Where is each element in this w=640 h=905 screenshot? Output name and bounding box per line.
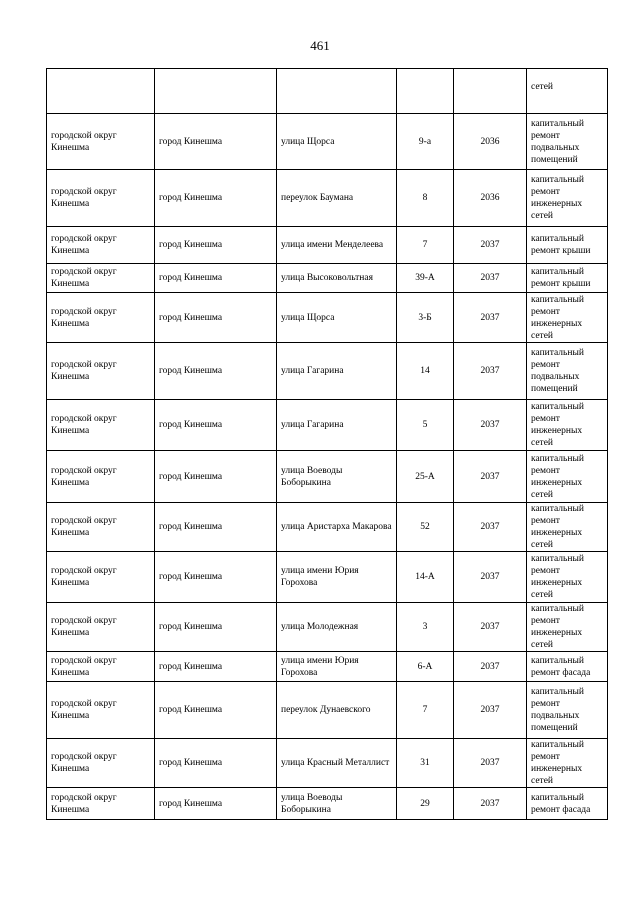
locality-cell: город Кинешма [155, 400, 277, 451]
year-cell: 2037 [454, 264, 527, 293]
table-row [47, 170, 608, 227]
locality-cell: город Кинешма [155, 451, 277, 503]
work-type-cell [527, 69, 608, 114]
year-cell: 2037 [454, 227, 527, 264]
municipality-cell [47, 69, 155, 114]
house-cell: 52 [397, 503, 454, 552]
locality-cell: город Кинешма [155, 170, 277, 227]
repair-schedule-table [46, 68, 608, 820]
table-row [47, 739, 608, 788]
municipality-cell: городской округ Кинешма [47, 343, 155, 400]
work-type-cell: капитальный ремонт крыши [527, 264, 608, 293]
work-type-cell: капитальный ремонт подвальных помещений [527, 682, 608, 739]
street-cell: улица Щорса [277, 114, 397, 170]
table-row [47, 114, 608, 170]
locality-cell: город Кинешма [155, 603, 277, 652]
page-number: 461 [310, 38, 330, 53]
table-row [47, 788, 608, 820]
locality-cell: город Кинешма [155, 343, 277, 400]
table-row [47, 552, 608, 603]
work-type-cell: капитальный ремонт подвальных помещений [527, 114, 608, 170]
work-type-cell: капитальный ремонт инженерных сетей [527, 552, 608, 603]
locality-cell: город Кинешма [155, 293, 277, 343]
table-row [47, 682, 608, 739]
locality-cell: город Кинешма [155, 788, 277, 820]
house-cell: 3-Б [397, 293, 454, 343]
municipality-cell: городской округ Кинешма [47, 451, 155, 503]
table-row [47, 603, 608, 652]
municipality-cell: городской округ Кинешма [47, 682, 155, 739]
street-cell: улица имени Юрия Горохова [277, 552, 397, 603]
year-cell: 2037 [454, 552, 527, 603]
year-cell: 2037 [454, 293, 527, 343]
locality-cell [155, 69, 277, 114]
municipality-cell: городской округ Кинешма [47, 227, 155, 264]
work-type-cell: капитальный ремонт инженерных сетей [527, 451, 608, 503]
locality-cell: город Кинешма [155, 264, 277, 293]
table-row [47, 264, 608, 293]
locality-cell: город Кинешма [155, 739, 277, 788]
house-cell: 7 [397, 227, 454, 264]
street-cell: переулок Баумана [277, 170, 397, 227]
street-cell: улица Молодежная [277, 603, 397, 652]
year-cell: 2037 [454, 739, 527, 788]
house-cell: 9-а [397, 114, 454, 170]
work-type-cell: капитальный ремонт инженерных сетей [527, 739, 608, 788]
street-cell: улица Красный Металлист [277, 739, 397, 788]
house-cell: 39-А [397, 264, 454, 293]
table-row [47, 293, 608, 343]
table-row [47, 400, 608, 451]
municipality-cell: городской округ Кинешма [47, 739, 155, 788]
year-cell: 2037 [454, 343, 527, 400]
work-type-cell: капитальный ремонт инженерных сетей [527, 603, 608, 652]
street-cell [277, 69, 397, 114]
year-cell: 2037 [454, 451, 527, 503]
municipality-cell: городской округ Кинешма [47, 264, 155, 293]
table-row [47, 227, 608, 264]
table-row [47, 652, 608, 682]
municipality-cell: городской округ Кинешма [47, 652, 155, 682]
year-cell: 2037 [454, 503, 527, 552]
house-cell: 31 [397, 739, 454, 788]
year-cell: 2037 [454, 603, 527, 652]
work-type-cell: капитальный ремонт инженерных сетей [527, 400, 608, 451]
municipality-cell: городской округ Кинешма [47, 503, 155, 552]
house-cell: 7 [397, 682, 454, 739]
work-type-cell: капитальный ремонт инженерных сетей [527, 293, 608, 343]
continued-row [47, 69, 608, 114]
street-cell: улица Аристарха Макарова [277, 503, 397, 552]
street-cell: переулок Дунаевского [277, 682, 397, 739]
work-type-cell: капитальный ремонт крыши [527, 227, 608, 264]
year-cell: 2037 [454, 652, 527, 682]
house-cell: 29 [397, 788, 454, 820]
street-cell: улица Воеводы Боборыкина [277, 788, 397, 820]
year-cell [454, 69, 527, 114]
year-cell: 2037 [454, 788, 527, 820]
house-cell: 6-А [397, 652, 454, 682]
street-cell: улица Гагарина [277, 343, 397, 400]
street-cell: улица Высоковольтная [277, 264, 397, 293]
year-cell: 2036 [454, 170, 527, 227]
work-type-cell: капитальный ремонт подвальных помещений [527, 343, 608, 400]
house-cell: 14 [397, 343, 454, 400]
municipality-cell: городской округ Кинешма [47, 552, 155, 603]
municipality-cell: городской округ Кинешма [47, 603, 155, 652]
locality-cell: город Кинешма [155, 552, 277, 603]
work-type-cell: капитальный ремонт фасада [527, 652, 608, 682]
table-row [47, 343, 608, 400]
house-cell: 25-А [397, 451, 454, 503]
locality-cell: город Кинешма [155, 114, 277, 170]
table-row [47, 503, 608, 552]
street-cell: улица имени Юрия Горохова [277, 652, 397, 682]
table-body [47, 69, 608, 820]
work-type-cell: капитальный ремонт инженерных сетей [527, 503, 608, 552]
year-cell: 2036 [454, 114, 527, 170]
house-cell: 8 [397, 170, 454, 227]
year-cell: 2037 [454, 400, 527, 451]
house-cell: 14-А [397, 552, 454, 603]
work-type-cell: капитальный ремонт фасада [527, 788, 608, 820]
table-row [47, 451, 608, 503]
municipality-cell: городской округ Кинешма [47, 293, 155, 343]
street-cell: улица имени Менделеева [277, 227, 397, 264]
municipality-cell: городской округ Кинешма [47, 114, 155, 170]
house-cell: 3 [397, 603, 454, 652]
work-type-text: сетей [531, 82, 554, 92]
street-cell: улица Щорса [277, 293, 397, 343]
locality-cell: город Кинешма [155, 227, 277, 264]
work-type-cell: капитальный ремонт инженерных сетей [527, 170, 608, 227]
locality-cell: город Кинешма [155, 503, 277, 552]
locality-cell: город Кинешма [155, 682, 277, 739]
street-cell: улица Гагарина [277, 400, 397, 451]
street-cell: улица Воеводы Боборыкина [277, 451, 397, 503]
municipality-cell: городской округ Кинешма [47, 400, 155, 451]
locality-cell: город Кинешма [155, 652, 277, 682]
house-cell: 5 [397, 400, 454, 451]
house-cell [397, 69, 454, 114]
municipality-cell: городской округ Кинешма [47, 170, 155, 227]
municipality-cell: городской округ Кинешма [47, 788, 155, 820]
year-cell: 2037 [454, 682, 527, 739]
